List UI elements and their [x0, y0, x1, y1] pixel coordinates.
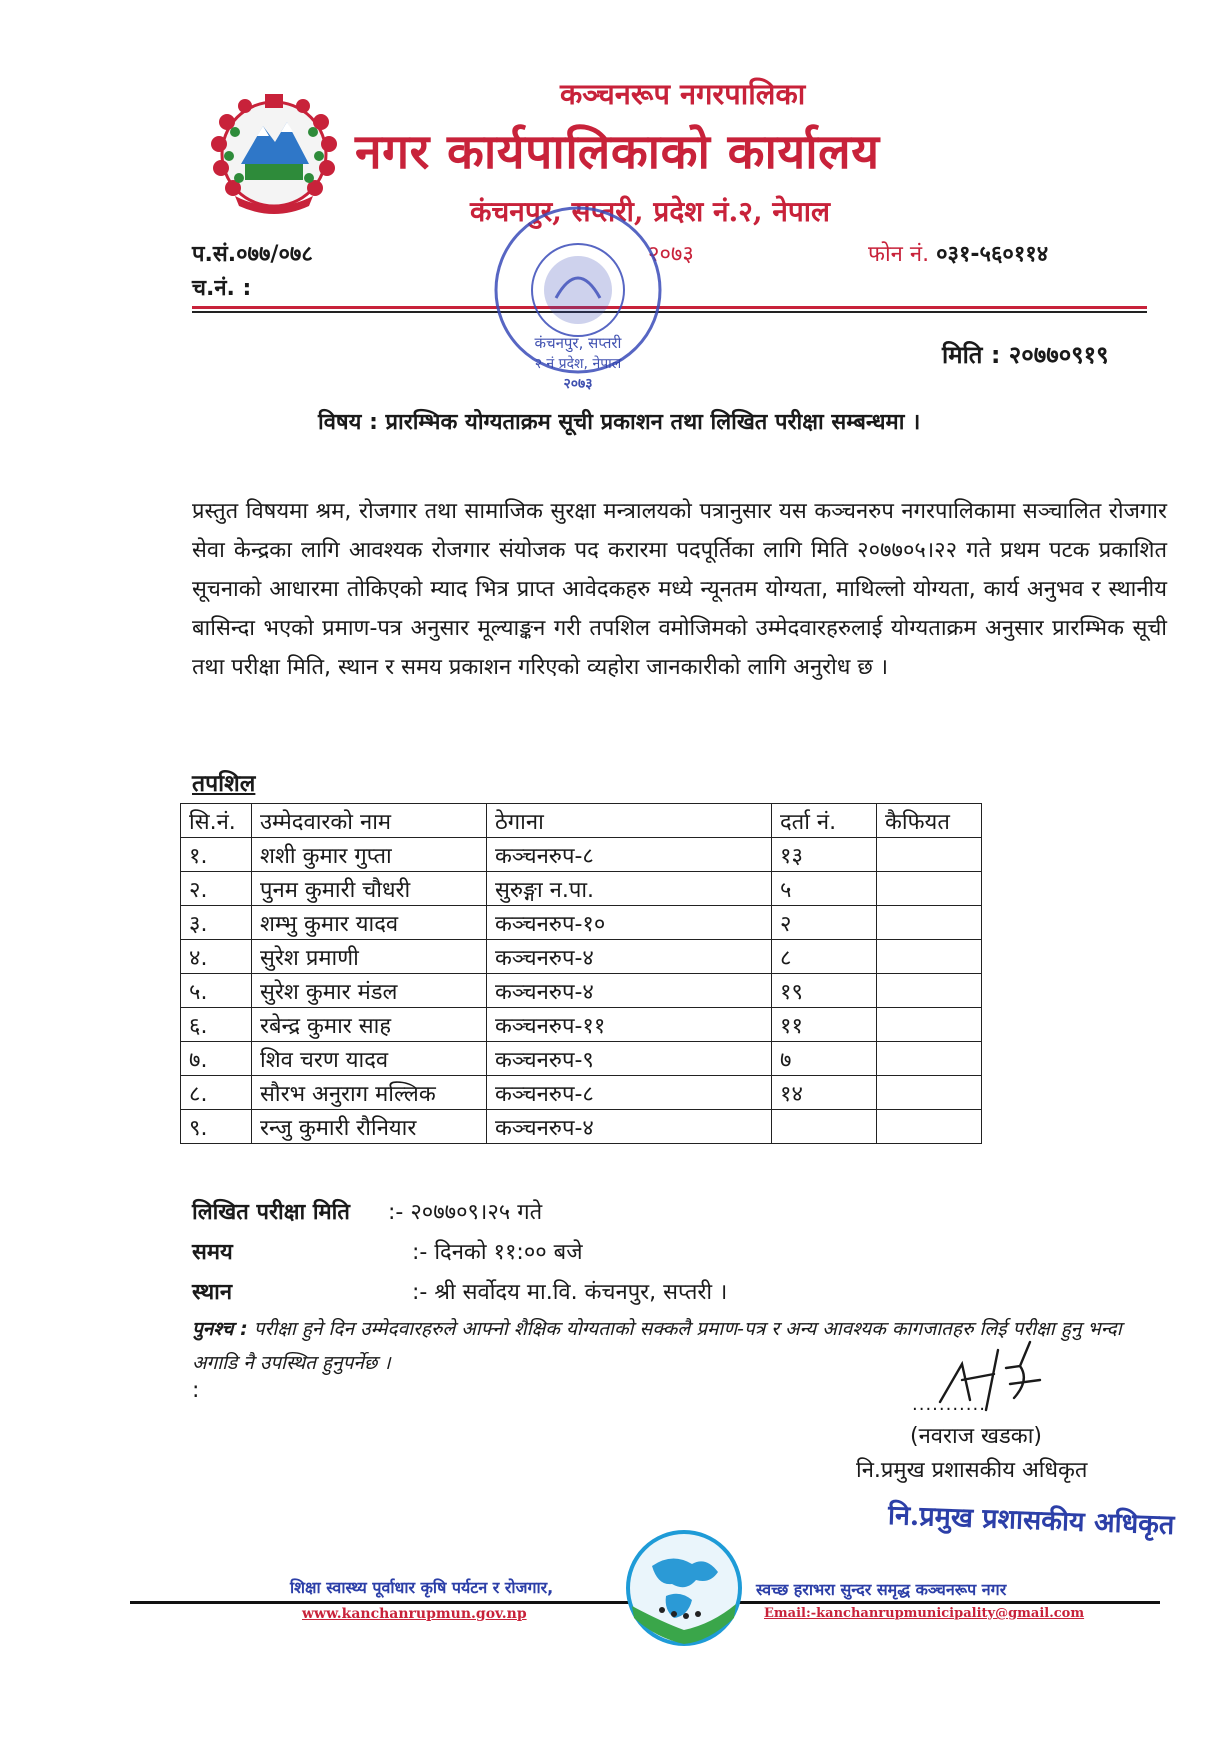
footer-slogan-left: शिक्षा स्वास्थ्य पूर्वाधार कृषि पर्यटन र रोजगार, [290, 1578, 554, 1597]
cell-remarks [877, 1008, 982, 1042]
table-row [181, 1110, 982, 1144]
cell-address: कञ्चनरुप-८ [487, 1076, 772, 1110]
cell-remarks [877, 906, 982, 940]
cell-reg-no: २ [772, 906, 877, 940]
cell-reg-no: ७ [772, 1042, 877, 1076]
cell-serial: १. [181, 838, 252, 872]
office-seal-icon [478, 198, 678, 398]
office-title: नगर कार्यपालिकाको कार्यालय [355, 124, 880, 180]
cell-name: रन्जु कुमारी रौनियार [252, 1110, 487, 1144]
cell-remarks [877, 1110, 982, 1144]
col-header-name: उम्मेदवारको नाम [252, 804, 487, 838]
cell-remarks [877, 1042, 982, 1076]
footer-slogan-right: स्वच्छ हराभरा सुन्दर समृद्ध कञ्चनरूप नगर [756, 1580, 1007, 1599]
cell-name: सौरभ अनुराग मल्लिक [252, 1076, 487, 1110]
exam-date-value: :- २०७७०९।२५ गते [388, 1200, 543, 1225]
cell-serial: ९. [181, 1110, 252, 1144]
cell-serial: ८. [181, 1076, 252, 1110]
cell-address: कञ्चनरुप-४ [487, 940, 772, 974]
cell-reg-no: ८ [772, 940, 877, 974]
footer-website-link[interactable]: www.kanchanrupmun.gov.np [302, 1606, 527, 1622]
table-row [181, 974, 982, 1008]
cell-reg-no: १३ [772, 838, 877, 872]
cell-address: कञ्चनरुप-११ [487, 1008, 772, 1042]
phone-line [868, 238, 1048, 268]
cell-address: कञ्चनरुप-९ [487, 1042, 772, 1076]
cell-address: कञ्चनरुप-४ [487, 974, 772, 1008]
table-row [181, 872, 982, 906]
exam-place-value: :- श्री सर्वोदय मा.वि. कंचनपुर, सप्तरी । [412, 1280, 728, 1305]
exam-place-label: स्थान [192, 1280, 233, 1305]
cell-serial: ५. [181, 974, 252, 1008]
cell-name: सुरेश कुमार मंडल [252, 974, 487, 1008]
cell-name: रबेन्द्र कुमार साह [252, 1008, 487, 1042]
reference-number: प.सं.०७७/०७८ [192, 242, 313, 267]
cell-serial: ६. [181, 1008, 252, 1042]
seal-text-year: २०७३ [563, 376, 593, 392]
cell-remarks [877, 872, 982, 906]
cell-remarks [877, 838, 982, 872]
municipality-name: कञ्चनरूप नगरपालिका [560, 77, 806, 111]
table-row [181, 1076, 982, 1110]
table-row [181, 1042, 982, 1076]
cell-remarks [877, 1076, 982, 1110]
dispatch-number: च.नं. : [192, 276, 252, 301]
cell-reg-no: १९ [772, 974, 877, 1008]
cell-reg-no [772, 1110, 877, 1144]
letter-subject: विषय : प्रारम्भिक योग्यताक्रम सूची प्रकाशन तथा लिखित परीक्षा सम्बन्धमा । [318, 410, 921, 435]
table-row [181, 940, 982, 974]
table-row [181, 1008, 982, 1042]
cell-reg-no: ५ [772, 872, 877, 906]
cell-address: कञ्चनरुप-१० [487, 906, 772, 940]
phone-label: फोन नं. [868, 242, 930, 267]
signatory-name: (नवराज खडका) [910, 1424, 1042, 1449]
cell-name: शिव चरण यादव [252, 1042, 487, 1076]
cell-address: सुरुङ्गा न.पा. [487, 872, 772, 906]
designation-stamp: नि.प्रमुख प्रशासकीय अधिकृत [887, 1500, 1175, 1541]
seal-text-province: २ नं प्रदेश, नेपाल [534, 356, 622, 372]
body-paragraph: प्रस्तुत विषयमा श्रम, रोजगार तथा सामाजिक सुरक्षा मन्त्रालयको पत्रानुसार यस कञ्चनरुप नगरपालिकामा सञ्चालित रोजगार सेवा केन्द्रका लागि आवश्यक रोजगार संयोजक पद करारमा पदपूर्तिका लागि मिति २०७७०५।२२ गते प्रथम पटक प्रकाशित सूचनाको आधारमा तोकिएको म्याद भित्र प्राप्त आवेदकहरु मध्ये न्यूनतम योग्यता, माथिल्लो योग्यता, कार्य अनुभव र स्थानीय बासिन्दा भएको प्रमाण-पत्र अनुसार मूल्याङ्कन गरी तपशिल वमोजिमको उम्मेदवारहरुलाई योग्यताक्रम अनुसार प्रारम्भिक सूची तथा परीक्षा मिति, स्थान र समय प्रकाशन गरिएको व्यहोरा जानकारीको लागि अनुरोध छ । [192, 499, 1167, 680]
signature-dots: ........... [912, 1394, 986, 1415]
cell-serial: २. [181, 872, 252, 906]
signatory-designation: नि.प्रमुख प्रशासकीय अधिकृत [856, 1458, 1088, 1483]
cell-serial: ४. [181, 940, 252, 974]
details-heading: तपशिल [192, 771, 256, 797]
cell-reg-no: १४ [772, 1076, 877, 1110]
cell-serial: ७. [181, 1042, 252, 1076]
cell-reg-no: ११ [772, 1008, 877, 1042]
office-address: कंचनपुर, सप्तरी, प्रदेश नं.२, नेपाल [470, 195, 831, 228]
exam-time-label: समय [192, 1240, 233, 1265]
globe-logo-icon [622, 1526, 746, 1650]
established-year: २०७३ [648, 242, 694, 267]
cell-name: पुनम कुमारी चौधरी [252, 872, 487, 906]
footer-email-link[interactable]: Email:-kanchanrupmunicipality@gmail.com [764, 1606, 1085, 1621]
col-header-serial: सि.नं. [181, 804, 252, 838]
cell-remarks [877, 940, 982, 974]
col-header-address: ठेगाना [487, 804, 772, 838]
col-header-remarks: कैफियत [877, 804, 982, 838]
cell-address: कञ्चनरुप-८ [487, 838, 772, 872]
cell-remarks [877, 974, 982, 1008]
cell-name: शम्भु कुमार यादव [252, 906, 487, 940]
table-row [181, 906, 982, 940]
nepal-emblem-icon [205, 92, 343, 222]
letter-date: मिति : २०७७०९१९ [942, 341, 1109, 369]
col-header-reg-no: दर्ता नं. [772, 804, 877, 838]
postscript-label: पुनश्च : [192, 1318, 248, 1340]
exam-time-value: :- दिनको ११:०० बजे [412, 1240, 583, 1265]
candidate-table [180, 803, 982, 1144]
stray-colon: : [192, 1378, 200, 1403]
cell-serial: ३. [181, 906, 252, 940]
exam-date-label: लिखित परीक्षा मिति [192, 1200, 350, 1225]
cell-name: शशी कुमार गुप्ता [252, 838, 487, 872]
cell-name: सुरेश प्रमाणी [252, 940, 487, 974]
table-row [181, 838, 982, 872]
table-header-row [181, 804, 982, 838]
postscript-text: परीक्षा हुने दिन उम्मेदवारहरुले आफ्नो शैक्षिक योग्यताको सक्कलै प्रमाण-पत्र र अन्य आवश्यक कागजातहरु लिई परीक्षा हुनु भन्दा अगाडि नै उपस्थित हुनुपर्नेछ । [192, 1318, 1122, 1374]
phone-number: ०३१-५६०११४ [936, 242, 1049, 267]
seal-text-city: कंचनपुर, सप्तरी [534, 334, 622, 352]
cell-address: कञ्चनरुप-४ [487, 1110, 772, 1144]
